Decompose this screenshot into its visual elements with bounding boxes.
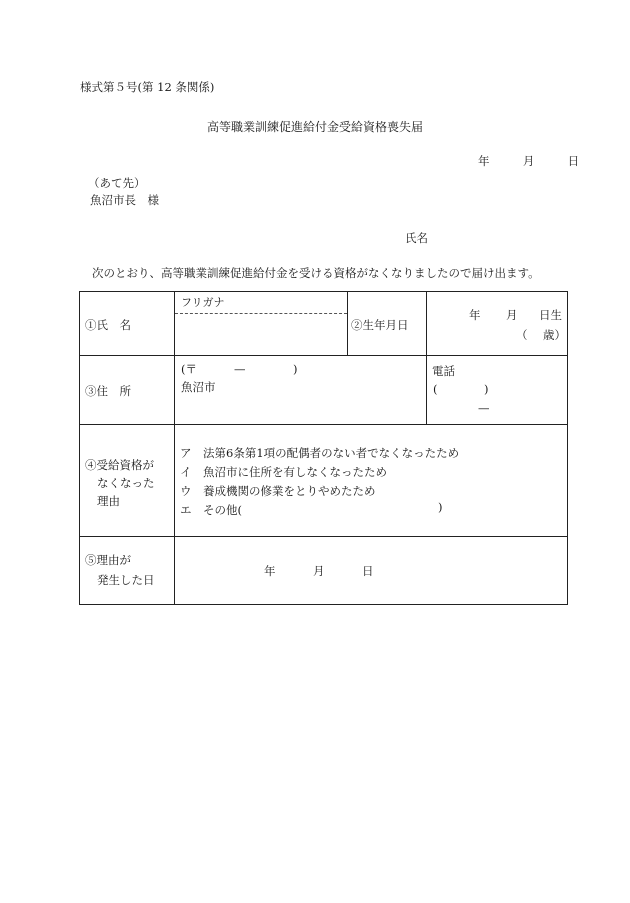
row-divider — [80, 424, 567, 425]
occurred-label: 発生した日 — [97, 573, 155, 587]
date-day: 日 — [567, 154, 580, 168]
phone-open: ( — [433, 382, 438, 396]
furigana-divider — [175, 313, 347, 314]
postal-close: ) — [293, 362, 298, 376]
birth-month: 月 — [506, 308, 518, 322]
age-open: （ — [516, 328, 528, 342]
intro-text: 次のとおり、高等職業訓練促進給付金を受ける資格がなくなりましたので届け出ます。 — [92, 266, 540, 280]
reason-item: ア 法第6条第1項の配偶者のない者でなくなったため — [180, 446, 460, 460]
form-number: 様式第５号(第 12 条関係) — [80, 80, 215, 94]
other-close: ) — [438, 500, 443, 514]
birth-year: 年 — [469, 308, 481, 322]
date-year: 年 — [478, 154, 490, 168]
reason-list — [180, 444, 459, 520]
row-divider — [80, 536, 567, 537]
age-close: 歳） — [543, 328, 566, 342]
name-label: ①氏 名 — [85, 318, 131, 332]
birth-day: 日生 — [539, 308, 562, 322]
submission-date — [478, 156, 579, 168]
city-text: 魚沼市 — [181, 380, 216, 394]
phone-close: ) — [484, 382, 489, 396]
col-divider — [174, 292, 175, 604]
addressee-label: （あて先） — [88, 176, 146, 190]
reason-label: なくなった — [97, 476, 155, 490]
col-divider — [347, 292, 348, 355]
reason-item: ウ 養成機関の修業をとりやめたため — [180, 484, 376, 498]
postal-open: (〒 — [181, 362, 197, 376]
occurred-year: 年 — [264, 564, 276, 578]
furigana-label: フリガナ — [181, 296, 225, 309]
occurred-month: 月 — [313, 564, 325, 578]
reason-label: ④受給資格が — [85, 458, 154, 472]
phone-dash: — — [478, 401, 490, 415]
reason-item: エ その他( — [180, 503, 242, 517]
reason-item: イ 魚沼市に住所を有しなくなったため — [180, 465, 387, 479]
col-divider — [426, 292, 427, 355]
postal-dash: — — [234, 362, 246, 376]
reason-label: 理由 — [97, 494, 120, 508]
form-table — [79, 291, 568, 605]
phone-label: 電話 — [432, 364, 455, 378]
address-label: ③住 所 — [85, 384, 131, 398]
occurred-label: ⑤理由が — [85, 553, 131, 567]
row-divider — [80, 355, 567, 356]
col-divider — [426, 355, 427, 424]
document-title: 高等職業訓練促進給付金受給資格喪失届 — [206, 120, 423, 134]
applicant-name-label: 氏名 — [405, 231, 428, 245]
birth-label: ②生年月日 — [351, 318, 409, 332]
addressee: 魚沼市長 様 — [90, 193, 159, 207]
date-month: 月 — [522, 154, 535, 168]
occurred-day: 日 — [362, 564, 374, 578]
